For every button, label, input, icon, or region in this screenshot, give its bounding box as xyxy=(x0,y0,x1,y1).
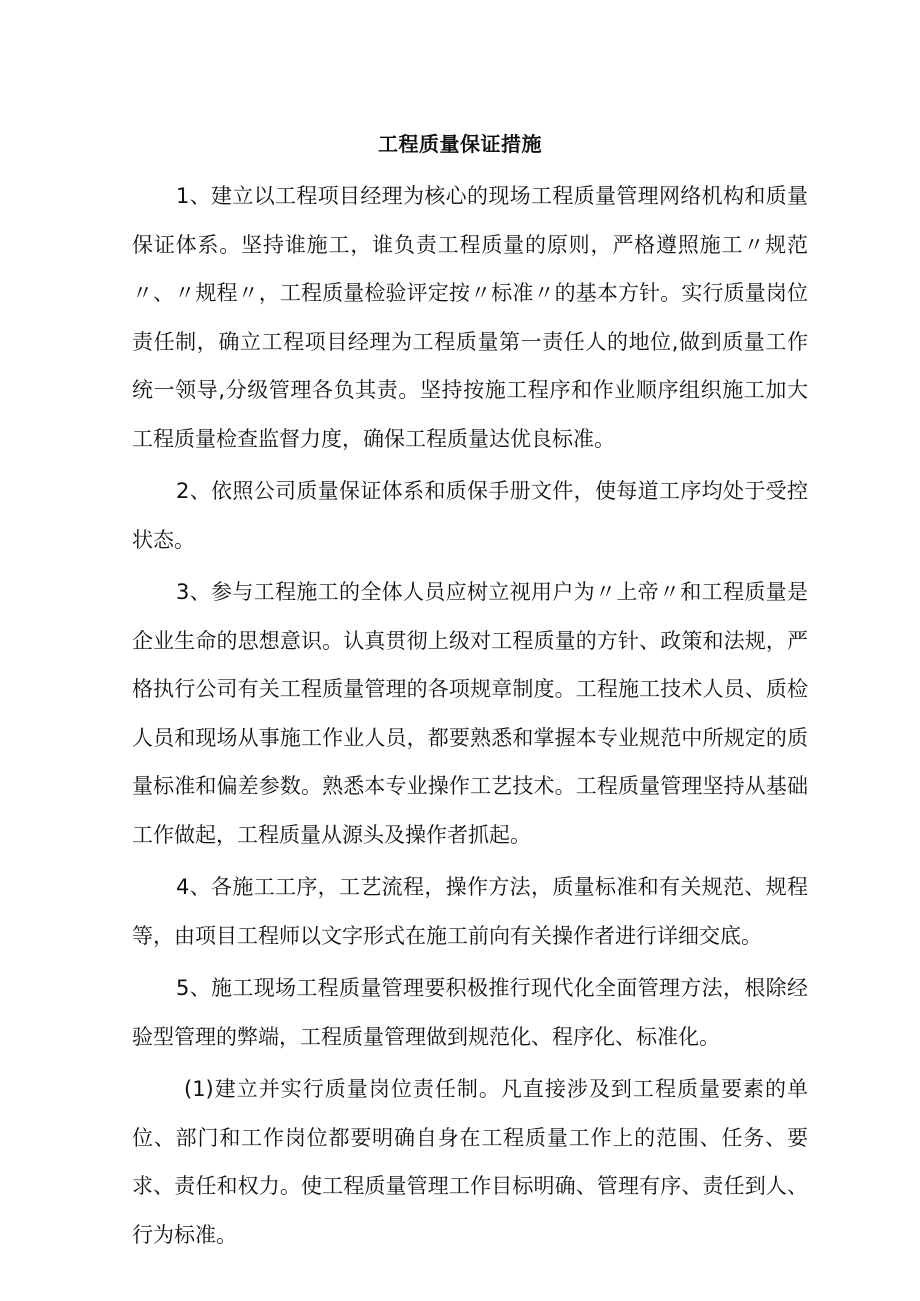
document-title: 工程质量保证措施 xyxy=(378,132,542,156)
paragraph-4: 4、各施工工序，工艺流程，操作方法，质量标准和有关规范、规程等，由项目工程师以文字形式在施工前向有关操作者进行详细交底。 xyxy=(132,875,808,948)
paragraph-3: 3、参与工程施工的全体人员应树立视用户为〃上帝〃和工程质量是企业生命的思想意识。认真贯彻上级对工程质量的方针、政策和法规，严格执行公司有关工程质量管理的各项规章制度。工程施工技术人员、质检人员和现场从事施工作业人员，都要熟悉和掌握本专业规范中所规定的质量标准和偏差参数。熟悉本专业操作工艺技术。工程质量管理坚持从基础工作做起，工程质量从源头及操作者抓起。 xyxy=(132,580,808,847)
paragraph-5-1: (1)建立并实行质量岗位责任制。凡直接涉及到工程质量要素的单位、部门和工作岗位都要明确自身在工程质量工作上的范围、任务、要求、责任和权力。使工程质量管理工作目标明确、管理有序、责任到人、行为标准。 xyxy=(132,1077,808,1247)
paragraph-5: 5、施工现场工程质量管理要积极推行现代化全面管理方法，根除经验型管理的弊端，工程质量管理做到规范化、程序化、标准化。 xyxy=(132,976,808,1049)
document-body xyxy=(132,172,808,1263)
paragraph-1: 1、建立以工程项目经理为核心的现场工程质量管理网络机构和质量保证体系。坚持谁施工，谁负责工程质量的原则，严格遵照施工〃规范〃、〃规程〃，工程质量检验评定按〃标准〃的基本方针。实行质量岗位责任制，确立工程项目经理为工程质量第一责任人的地位,做到质量工作统一领导,分级管理各负其责。坚持按施工程序和作业顺序组织施工加大工程质量检查监督力度，确保工程质量达优良标准。 xyxy=(132,184,808,451)
paragraph-2: 2、依照公司质量保证体系和质保手册文件，使每道工序均处于受控状态。 xyxy=(132,479,808,552)
